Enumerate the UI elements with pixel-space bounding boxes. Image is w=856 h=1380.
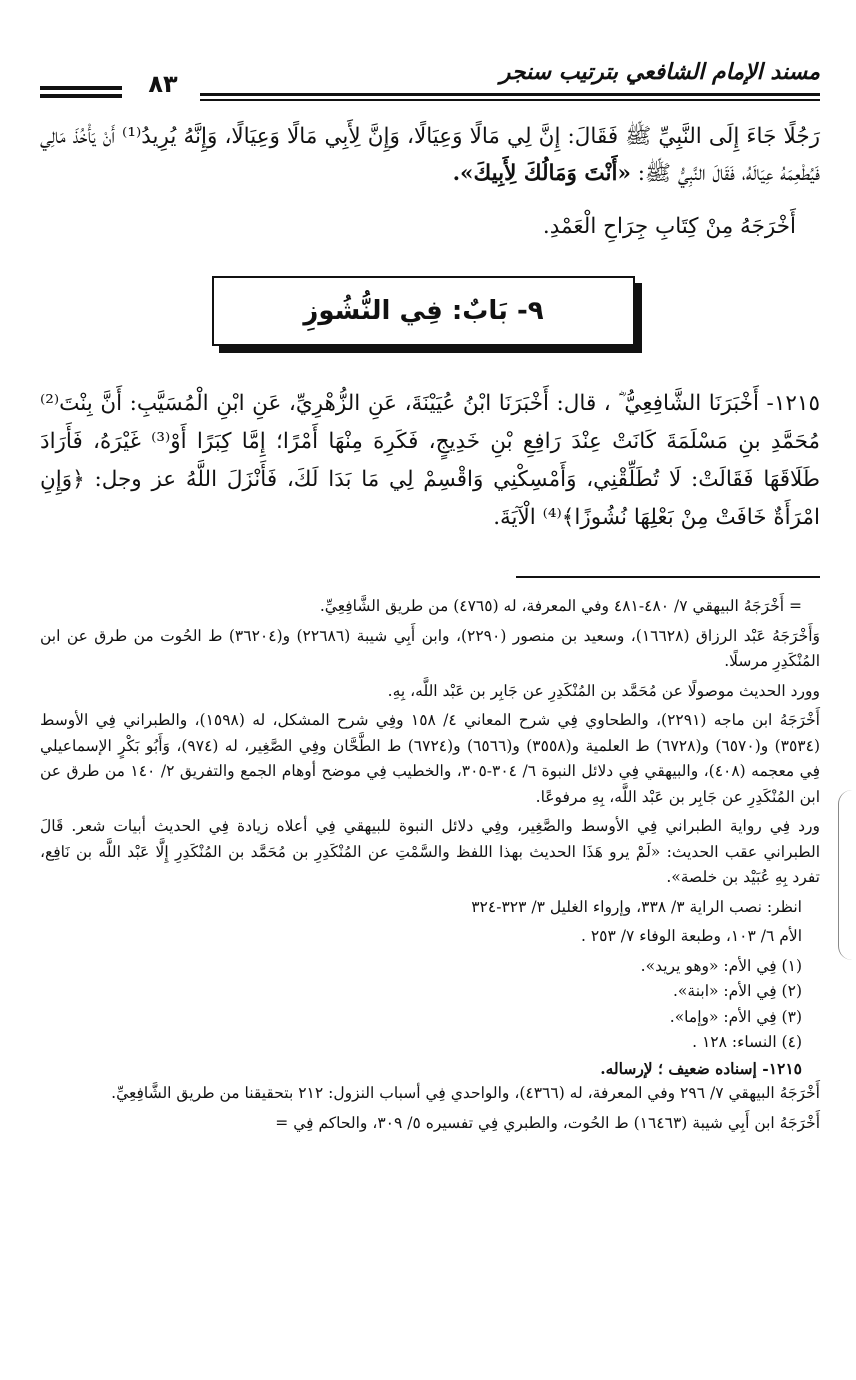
note-paragraph: وَأَخْرَجَهُ عَبْد الرزاق (١٦٦٢٨)، وسعيد بن منصور (٢٢٩٠)، وابن أَبِي شيبة (٢٢٦٨٦) و(٣٦٢٠٤) ط الحُوت من طرق عن ابن المُنْكَدِرِ مرسلًا.	[40, 626, 820, 670]
note-paragraph: انظر: نصب الراية ٣/ ٣٣٨، وإرواء الغليل ٣/ ٣٢٣-٣٢٤	[471, 897, 802, 916]
note-paragraph: ورد فِي رواية الطبراني فِي الأوسط والصَّغِير، وفِي دلائل النبوة للبيهقي فِي أعلاه زيادة فِي الحديث أبيات شعر. قَالَ الطبراني عقب الحديث: «لَمْ يرو هَذَا الحديث بهذا اللفظ والسَّمْتِ عن المُنْكَدِرِ بن مُحَمَّد بن المُنْكَدِرِ إِلَّا عَبْد اللَّه بن نَافِع، تفرد بِهِ عُبَيْد بن خلصة».	[40, 817, 820, 886]
grading-note: ١٢١٥- إسناده ضعيف ؛ لإرساله.	[600, 1058, 802, 1078]
footnote-item: (٢) فِي الأم: «ابنة».	[672, 982, 802, 1000]
chapter-title: ٩- بَابٌ: فِي النُّشُوزِ	[303, 296, 544, 326]
takhrij-line: أَخْرَجَهُ مِنْ كِتَابِ جِرَاحِ الْعَمْدِ.	[542, 214, 796, 239]
note-paragraph: أَخْرَجَهُ ابن ماجه (٢٢٩١)، والطحاوي فِي شرح المعاني ٤/ ١٥٨ وفِي شرح المشكل، له (١٥٩٨)، والطبراني فِي الأوسط (٣٥٣٤) و(٦٥٧٠) و(٦٧٢٨) ط العلمية و(٣٥٥٨) و(٦٥٦٦) و(٦٧٢٤) ط الطَّحَّان وفِي الصَّغِير، له (٩٧٤)، وَأَبُو بَكْرٍ الإسماعيلي فِي معجمه (٤٠٨)، والبيهقي فِي دلائل النبوة ٦/ ٣٠٤-٣٠٥، والخطيب فِي موضح أوهام الجمع والتفريق ٢/ ١٤٠ من طرق عن ابن المُنْكَدِرِ عن جَابِر بن عَبْد اللَّه، بِهِ مرفوعًا.	[40, 711, 821, 806]
page-number: ٨٣	[148, 70, 178, 98]
header-rule	[200, 93, 820, 96]
hadith-1215: ١٢١٥- أَخْبَرَنَا الشَّافِعِيُّ ؓ ، قال: أَخْبَرَنَا ابْنُ عُيَيْنَةَ، عَنِ الزُّهْرِيِّ، عَنِ ابْنِ الْمُسَيَّبِ: أَنَّ بِنْتَ⁽²⁾ مُحَمَّدِ بنِ مَسْلَمَةَ كَانَتْ عِنْدَ رَافِعِ بْنِ خَدِيجٍ، فَكَرِهَ مِنْهَا أَمْرًا؛ إِمَّا كِبَرًا أَوْ⁽³⁾ غَيْرَهُ، فَأَرَادَ طَلَاقَهَا فَقَالَتْ: لَا تُطَلِّقْنِي، وَأَمْسِكْنِي وَاقْسِمْ لِي مَا بَدَا لَكَ، فَأَنْزَلَ اللَّهُ عز وجل: ﴿وَإِنِ امْرَأَةٌ خَافَتْ مِنْ بَعْلِهَا نُشُوزًا﴾⁽⁴⁾ الْآيَةَ.	[40, 391, 821, 530]
footnote-item: (٤) النساء: ١٢٨ .	[692, 1033, 802, 1051]
hadith-text: رَجُلًا جَاءَ إِلَى النَّبِيِّ ﷺ فَقَالَ: إِنَّ لِي مَالًا وَعِيَالًا، وَإِنَّ لِأَبِي مَالًا وَعِيَالًا، وَإِنَّهُ يُرِيدُ⁽¹⁾ أَنْ يَأْخُذَ مَالِي فَيُطْعِمَهُ عِيَالَهُ، فَقَالَ النَّبِيُّ ﷺ:	[40, 124, 821, 186]
header-rule	[200, 99, 820, 101]
notes-section	[40, 594, 820, 1140]
margin-bracket	[838, 790, 853, 960]
footnote-item: (٣) فِي الأم: «وإما».	[669, 1007, 802, 1026]
note-paragraph: الأم ٦/ ١٠٣، وطبعة الوفاء ٧/ ٢٥٣ .	[581, 927, 802, 945]
note-paragraph: أَخْرَجَهُ ابن أَبِي شيبة (١٦٤٦٣) ط الحُوت، والطبري فِي تفسيره ٥/ ٣٠٩، والحاكم فِي =	[275, 1113, 820, 1132]
footnote-item: (١) فِي الأم: «وهو يريد».	[640, 956, 802, 975]
note-paragraph: وورد الحديث موصولًا عن مُحَمَّد بن المُنْكَدِرِ عن جَابِر بن عَبْد اللَّه، بِهِ.	[387, 681, 820, 700]
continued-hadith	[40, 118, 820, 192]
prophet-quote: «أَنْتَ وَمَالُكَ لِأَبِيكَ».	[452, 161, 631, 186]
note-paragraph: أَخْرَجَهُ البيهقي ٧/ ٢٩٦ وفي المعرفة، له (٤٣٦٦)، والواحدي فِي أسباب النزول: ٢١٢ بتحقيقنا من طريق الشَّافِعِيِّ.	[111, 1084, 820, 1102]
running-title: مسند الإمام الشافعي بترتيب سنجر	[499, 60, 820, 85]
note-paragraph: = أَخْرَجَهُ البيهقي ٧/ ٤٨٠-٤٨١ وفي المعرفة، له (٤٧٦٥) من طريق الشَّافِعِيِّ.	[319, 597, 802, 615]
chapter-heading-box	[212, 276, 635, 346]
footnote-divider	[516, 576, 820, 578]
header-rule	[40, 94, 122, 98]
header-rule	[40, 86, 122, 90]
